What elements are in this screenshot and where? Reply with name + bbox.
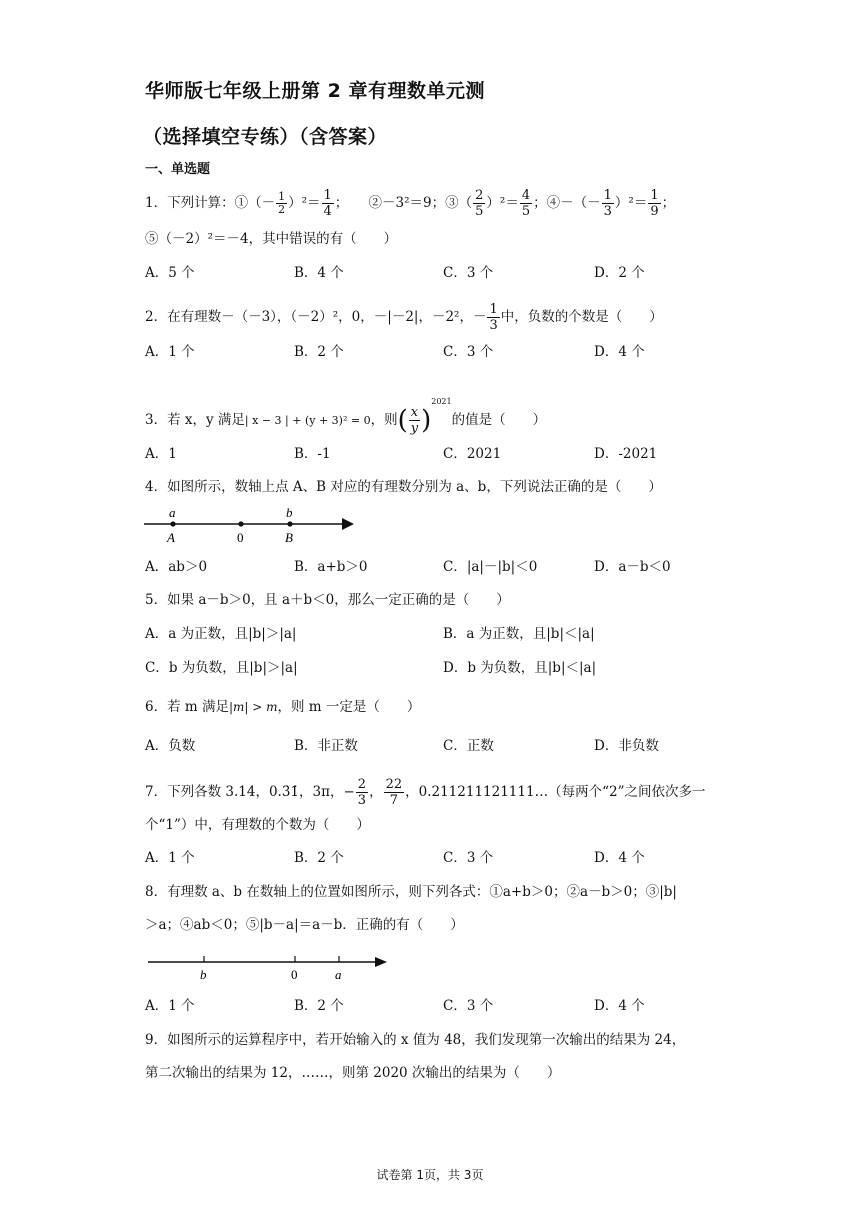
- q7-option-c: C．3 个: [443, 850, 494, 866]
- title-line-1: 华师版七年级上册第 2 章有理数单元测: [145, 80, 485, 102]
- q1-line-1: 1．下列计算：①（－ $\frac{1}{2}$ ）²＝ $\frac{1}{4}$ ； ②－3²＝9；③（ $\frac{2}{5}$ ）²＝ $\frac{4}{5}$ ；④－（－ $\frac{1}{3}$ ）²＝ $\frac{1}{9}$ ；: [145, 188, 676, 219]
- q4-label-B: B: [285, 530, 293, 545]
- q7-line-1: 7．下列各数 3.14，0.3̇1̇，3π，− $\frac{2}{3}$ ， $\frac{22}{7}$ ，0.211211121111…（每两个“2”之间依次多一: [145, 777, 706, 808]
- q3-option-a: A．1: [145, 446, 177, 462]
- q6-option-d: D．非负数: [594, 738, 659, 754]
- q6-line: 6．若 m 满足|m| > m，则 m 一定是（ ）: [145, 699, 421, 715]
- q4-label-b: b: [286, 505, 293, 520]
- q8-number-line: [145, 948, 395, 984]
- q8-label-0: 0: [291, 967, 298, 982]
- q8-label-a: a: [335, 967, 342, 982]
- q3-option-c: C．2021: [443, 446, 502, 462]
- q5-option-c: C．b 为负数，且|b|＞|a|: [145, 660, 298, 676]
- q2-option-c: C．3 个: [443, 344, 494, 360]
- q1-option-d: D．2 个: [594, 265, 645, 281]
- title-line-2: （选择填空专练）（含答案）: [143, 126, 388, 148]
- q6-option-a: A．负数: [145, 738, 196, 754]
- q6-option-c: C．正数: [443, 738, 494, 754]
- q8-option-a: A．1 个: [145, 998, 195, 1014]
- q4-label-0: 0: [237, 530, 244, 545]
- q8-line-2: ＞a；④ab＜0；⑤|b－a|＝a－b．正确的有（ ）: [145, 917, 464, 933]
- q8-label-b: b: [200, 967, 207, 982]
- q7-option-d: D．4 个: [594, 850, 645, 866]
- q3-line: 3．若 x，y 满足| x − 3 | + (y + 3)² = 0，则( $\frac{x}{y}$ )$^{2021}$的值是（ ）: [145, 397, 547, 436]
- q8-option-c: C．3 个: [443, 998, 494, 1014]
- page-footer: 试卷第 1页，共 3页: [376, 1168, 484, 1182]
- q2-option-b: B．2 个: [294, 344, 344, 360]
- q4-point-b: [287, 521, 292, 526]
- q5-line: 5．如果 a－b＞0，且 a＋b＜0，那么一定正确的是（ ）: [145, 592, 510, 608]
- q2-option-d: D．4 个: [594, 344, 645, 360]
- q5-option-b: B．a 为正数，且|b|＜|a|: [443, 626, 595, 642]
- q4-number-line: [140, 504, 360, 546]
- q8-option-b: B．2 个: [294, 998, 344, 1014]
- q8-line-1: 8．有理数 a、b 在数轴上的位置如图所示，则下列各式：①a+b＞0；②a－b＞0；③|b|: [145, 884, 677, 900]
- q1-line-2: ⑤（－2）²＝－4，其中错误的有（ ）: [145, 231, 398, 247]
- q4-option-c: C．|a|－|b|＜0: [443, 559, 538, 575]
- q4-line: 4．如图所示，数轴上点 A、B 对应的有理数分别为 a、b，下列说法正确的是（ ）: [145, 479, 662, 495]
- q4-point-a: [170, 521, 175, 526]
- q3-option-d: D．-2021: [594, 446, 658, 462]
- q7-line-2: 个“1”）中，有理数的个数为（ ）: [145, 817, 370, 833]
- q4-option-d: D．a－b＜0: [594, 559, 671, 575]
- q1-option-b: B．4 个: [294, 265, 344, 281]
- q5-option-a: A．a 为正数，且|b|＞|a|: [145, 626, 297, 642]
- q3-condition: | x − 3 | + (y + 3)² = 0: [244, 414, 371, 427]
- q4-label-a: a: [169, 505, 176, 520]
- q2-line: 2．在有理数－（－3），（－2）²，0，－|－2|，－2²，－ $\frac{1}{3}$ 中，负数的个数是（ ）: [145, 302, 663, 333]
- q6-option-b: B．非正数: [294, 738, 358, 754]
- q8-option-d: D．4 个: [594, 998, 645, 1014]
- q9-line-2: 第二次输出的结果为 12，……，则第 2020 次输出的结果为（ ）: [145, 1065, 561, 1081]
- q7-option-b: B．2 个: [294, 850, 344, 866]
- q6-condition: |m| > m: [228, 700, 278, 714]
- q9-line-1: 9．如图所示的运算程序中，若开始输入的 x 值为 48，我们发现第一次输出的结果为 24，: [145, 1032, 686, 1048]
- q4-label-A: A: [167, 530, 175, 545]
- q1-option-c: C．3 个: [443, 265, 494, 281]
- q4-point-zero: [238, 521, 243, 526]
- q2-option-a: A．1 个: [145, 344, 195, 360]
- q4-option-a: A．ab＞0: [145, 559, 208, 575]
- q3-option-b: B．-1: [294, 446, 331, 462]
- q1-option-a: A．5 个: [145, 265, 195, 281]
- q7-repeating-decimal: 0.3̇1̇: [268, 784, 300, 800]
- q4-option-b: B．a+b＞0: [294, 559, 368, 575]
- q5-option-d: D．b 为负数，且|b|＜|a|: [443, 660, 597, 676]
- q7-option-a: A．1 个: [145, 850, 195, 866]
- section-heading: 一、单选题: [145, 162, 211, 177]
